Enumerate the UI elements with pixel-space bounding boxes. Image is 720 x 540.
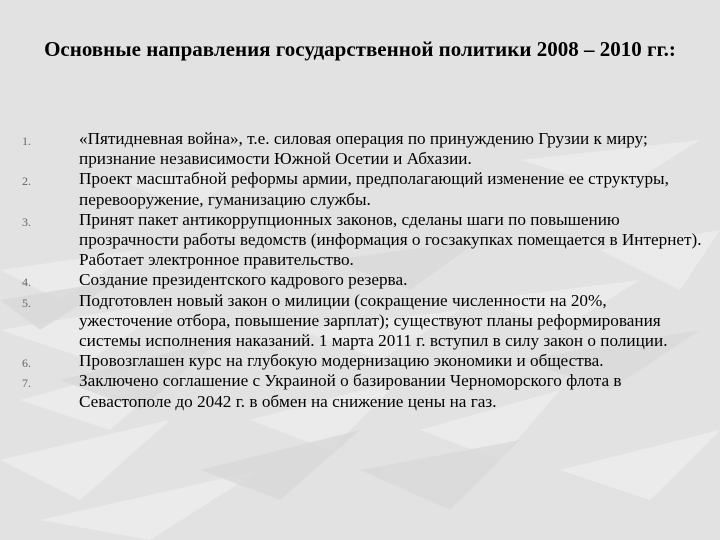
policy-list [22,129,702,412]
item-number: 3. [22,214,31,229]
item-text: Заключено соглашение с Украиной о базировании Черноморского флота в Севастополе до 2042 г. в обмен на снижение цены на газ. [79,371,622,411]
item-number: 7. [22,376,31,391]
item-text: Принят пакет антикоррупционных законов, сделаны шаги по повышению прозрачности работы ведомств (информация о госзакупках помещается в Интернет). Работает электронное правительство. [79,209,702,270]
item-number: 2. [22,174,31,189]
item-text: Подготовлен новый закон о милиции (сокращение численности на 20%, ужесточение отбора, повышение зарплат); существуют планы реформирования системы исполнения наказаний. 1 марта 2011 г. вступил в силу закон о полиции. [79,290,668,351]
item-text: «Пятидневная война», т.е. силовая операция по принуждению Грузии к миру; признание независимости Южной Осетии и Абхазии. [79,129,648,169]
list-item [22,270,702,290]
item-number: 1. [22,134,31,148]
list-item [22,129,702,169]
list-item [22,291,702,352]
list-item [22,371,702,411]
slide-title: Основные направления государственной политики 2008 – 2010 гг.: [44,37,676,61]
item-text: Создание президентского кадрового резерва. [79,270,408,290]
list-item [22,210,702,271]
list-item [22,169,702,209]
item-text: Провозглашен курс на глубокую модернизацию экономики и общества. [79,351,604,371]
list-item [22,351,702,371]
item-number: 5. [22,295,31,310]
item-text: Проект масштабной реформы армии, предполагающий изменение ее структуры, перевооружение, гуманизацию службы. [79,169,669,209]
item-number: 6. [22,356,31,371]
item-number: 4. [22,275,31,290]
